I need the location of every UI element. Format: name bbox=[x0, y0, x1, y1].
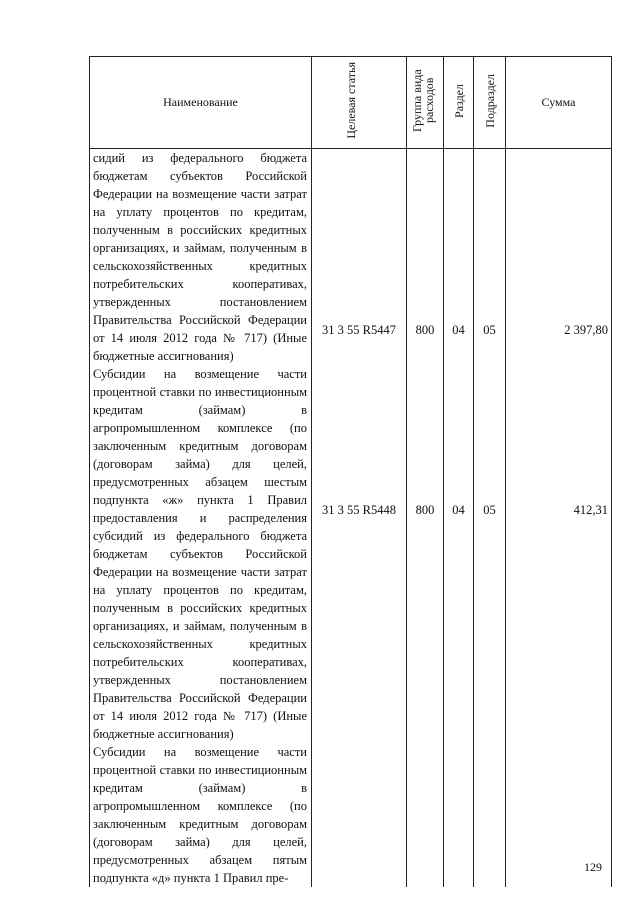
header-expense-group: Группа вида расходов bbox=[407, 57, 444, 149]
row-text: Субсидии на возмещение части процентной ставки по инвестиционным кредитам (займам) в агропромышленном комплексе (по заключенным кредитным договорам (договорам займа) для целей, предусмотренных абзацем пятым подпункта «д» пункта 1 Правил пре- bbox=[93, 745, 307, 885]
budget-table bbox=[89, 56, 612, 887]
header-section: Раздел bbox=[444, 57, 474, 149]
subsection-cell: 05 bbox=[483, 503, 496, 517]
article-column bbox=[312, 149, 407, 888]
amount-cell: 2 397,80 bbox=[564, 323, 608, 337]
section-cell: 04 bbox=[452, 323, 465, 337]
subsection-column bbox=[474, 149, 506, 888]
header-article: Целевая статья bbox=[312, 57, 407, 149]
group-cell: 800 bbox=[415, 323, 435, 337]
article-cell: 31 3 55 R5448 bbox=[322, 503, 396, 517]
header-name: Наименование bbox=[90, 57, 312, 149]
page-number: 129 bbox=[584, 860, 602, 874]
name-column bbox=[90, 149, 312, 888]
article-cell: 31 3 55 R5447 bbox=[322, 323, 396, 337]
table-header-row bbox=[90, 57, 612, 149]
section-column bbox=[444, 149, 474, 888]
header-subsection: Подраздел bbox=[474, 57, 506, 149]
group-cell: 800 bbox=[415, 503, 435, 517]
row-text: сидий из федерального бюджета бюджетам субъектов Российской Федерации на возмещение части затрат на уплату процентов по кредитам, полученным в российских кредитных организациях, и займам, полученным в сельскохозяйственных кредитных потребительских кооперативах, утвержденных постановлением Правительства Российской Федерации от 14 июля 2012 года № 717) (Иные бюджетные ассигнования) bbox=[93, 151, 307, 363]
group-column bbox=[407, 149, 444, 888]
subsection-cell: 05 bbox=[483, 323, 496, 337]
table-body-row bbox=[90, 149, 612, 888]
row-text: Субсидии на возмещение части процентной ставки по инвестиционным кредитам (займам) в агропромышленном комплексе (по заключенным кредитным договорам (договорам займа) для целей, предусмотренных абзацем шестым подпункта «ж» пункта 1 Правил предоставления и распределения субсидий из федерального бюджета бюджетам субъектов Российской Федерации на возмещение части затрат на уплату процентов по кредитам, полученным в российских кредитных организациях, и займам, полученным в сельскохозяйственных кредитных потребительских кооперативах, утвержденных постановлением Правительства Российской Федерации от 14 июля 2012 года № 717) (Иные бюджетные ассигнования) bbox=[93, 367, 307, 741]
amount-column bbox=[506, 149, 612, 888]
amount-cell: 412,31 bbox=[573, 503, 608, 517]
header-amount: Сумма bbox=[506, 57, 612, 149]
section-cell: 04 bbox=[452, 503, 465, 517]
